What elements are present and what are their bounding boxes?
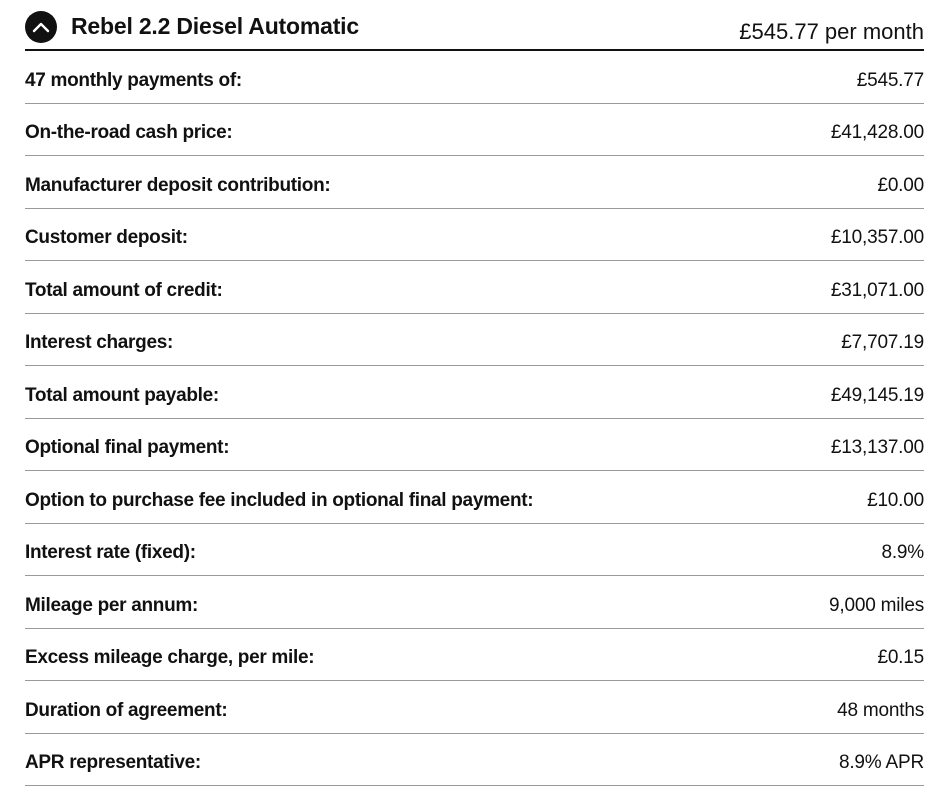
finance-row bbox=[25, 629, 924, 682]
row-value: £0.15 bbox=[877, 647, 924, 669]
finance-row bbox=[25, 524, 924, 577]
row-label: Customer deposit: bbox=[25, 227, 188, 249]
row-value: £10,357.00 bbox=[830, 227, 924, 249]
row-value: £0.00 bbox=[877, 174, 924, 196]
finance-row bbox=[25, 314, 924, 367]
row-value: 8.9% APR bbox=[838, 752, 924, 774]
finance-row bbox=[25, 51, 924, 104]
row-value: £10.00 bbox=[867, 489, 924, 511]
finance-header-left bbox=[25, 11, 359, 43]
finance-row bbox=[25, 681, 924, 734]
row-label: Optional final payment: bbox=[25, 437, 230, 459]
row-value: £545.77 bbox=[856, 69, 924, 91]
row-label: On-the-road cash price: bbox=[25, 122, 233, 144]
finance-details-panel bbox=[25, 0, 924, 786]
row-label: Duration of agreement: bbox=[25, 699, 228, 721]
row-label: Excess mileage charge, per mile: bbox=[25, 647, 315, 669]
row-value: 9,000 miles bbox=[829, 594, 924, 616]
row-label: 47 monthly payments of: bbox=[25, 69, 242, 91]
row-label: APR representative: bbox=[25, 752, 201, 774]
collapse-toggle-button[interactable] bbox=[25, 11, 57, 43]
row-label: Total amount of credit: bbox=[25, 279, 223, 301]
row-value: 8.9% bbox=[881, 542, 924, 564]
finance-row bbox=[25, 156, 924, 209]
finance-row bbox=[25, 576, 924, 629]
row-label: Interest charges: bbox=[25, 332, 174, 354]
row-value: £13,137.00 bbox=[830, 437, 924, 459]
vehicle-title: Rebel 2.2 Diesel Automatic bbox=[71, 13, 359, 39]
finance-row bbox=[25, 366, 924, 419]
chevron-up-icon bbox=[32, 21, 50, 33]
row-label: Manufacturer deposit contribution: bbox=[25, 174, 331, 196]
row-value: £7,707.19 bbox=[841, 332, 924, 354]
row-value: 48 months bbox=[837, 699, 924, 721]
row-value: £49,145.19 bbox=[830, 384, 924, 406]
finance-row bbox=[25, 104, 924, 157]
row-value: £41,428.00 bbox=[830, 122, 924, 144]
finance-row bbox=[25, 734, 924, 787]
finance-row bbox=[25, 261, 924, 314]
monthly-price: £545.77 per month bbox=[739, 18, 924, 44]
finance-row bbox=[25, 419, 924, 472]
finance-row bbox=[25, 471, 924, 524]
row-label: Option to purchase fee included in optional final payment: bbox=[25, 489, 534, 511]
row-label: Interest rate (fixed): bbox=[25, 542, 196, 564]
row-label: Total amount payable: bbox=[25, 384, 219, 406]
finance-row bbox=[25, 209, 924, 262]
finance-header bbox=[25, 0, 924, 51]
row-value: £31,071.00 bbox=[830, 279, 924, 301]
row-label: Mileage per annum: bbox=[25, 594, 199, 616]
